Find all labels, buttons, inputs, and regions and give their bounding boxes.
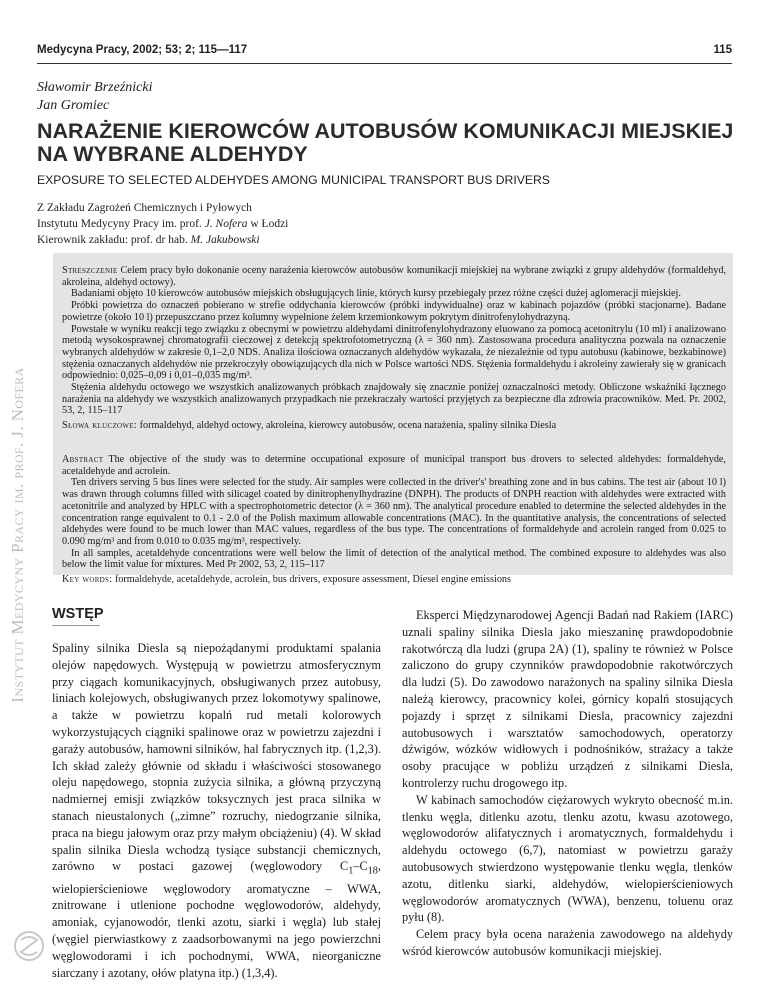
body-paragraph: Celem pracy była ocena narażenia zawodowego na aldehydy wśród kierowców autobusów komunikacji miejskiej. [402,927,733,958]
author-name: Sławomir Brzeźnicki [37,80,153,95]
journal-citation: Medycyna Pracy, 2002; 53; 2; 115—117 [37,44,248,56]
affiliation [37,200,288,248]
author-name: Jan Gromiec [37,98,110,113]
author-list [37,79,153,115]
english-title: EXPOSURE TO SELECTED ALDEHYDES AMONG MUNICIPAL TRANSPORT BUS DRIVERS [37,173,550,187]
title-line: NARAŻENIE KIEROWCÓW AUTOBUSÓW KOMUNIKACJI MIEJSKIEJ [37,119,734,143]
body-paragraph: Spaliny silnika Diesla są niepożądanymi produktami spalania olejów napędowych. Występują w powietrzu atmosferycznym przy ciągach komunikacyjnych, obsługiwanych przez autobusy, liniach kolejowych, obsługiwanych przez lokomotywy spalinowe, a także w powietrzu kopalń rud metali kolorowych wykorzystujących ciągniki spalinowe oraz w powietrzu zajezdni i garaży autobusów, hamowni silników, hal fabrycznych itp. (1,2,3). Ich skład zależy głównie od składu i właściwości stosowanego oleju napędowego, stopnia zużycia silnika, a główną przyczyną nadmiernej emisji związków toksycznych jest praca silnika w stanach nieustalonych („zimne” rozruchy, niedogrzanie silnika, praca na biegu jałowym oraz przy małym obciążeniu) (4). W skład spalin silnika Diesla wchodzą tysiące substancji chemicznych, zarówno w postaci gazowej (węglowodory $C_1-C_{18}$, wielopierścieniowe węglowodory aromatyczne – WWA, znitrowane i utlenione pochodne węglowodorów, aldehydy, amoniak, cyjanowodór, tlenki azotu, siarki i węgla) lub stałej (węgiel pierwiastkowy z zaadsorbowanymi na jego powierzchni węglowodorami i ich pochodnymi, WWA, nieorganiczne siarczany i azotany, ołów platyna itp.) (1,3,4). [52,641,381,980]
affiliation-line: Kierownik zakładu: prof. dr hab. M. Jakubowski [37,234,260,246]
body-column-right [402,607,733,960]
affiliation-line: Instytutu Medycyny Pracy im. prof. J. Nofera w Łodzi [37,218,289,230]
body-paragraph: Eksperci Międzynarodowej Agencji Badań nad Rakiem (IARC) uznali spaliny silnika Diesla jako mieszaninę prawdopodobnie rakotwórczą dla ludzi (grupa 2A) (1), spaliny te również w Polsce zaliczono do grupy czynników prawdopodobnie rakotwórczych dla ludzi (5). Do zawodowo narażonych na spaliny silnika Diesla należą kierowcy, pracownicy kolei, górnicy kopalń stosujących pojazdy i sprzęt z silnikami Diesla, pracownicy zajezdni autobusowych i warsztatów samochodowych, operatorzy dźwigów, wózków widłowych i podnośników, strażacy a także osoby pracujące w pobliżu urządzeń z silnikami Diesla, kontrolerzy ruchu drogowego itp. [402,608,733,790]
affiliation-line: Z Zakładu Zagrożeń Chemicznych i Pyłowych [37,202,252,214]
header-rule [37,63,732,64]
english-abstract: Abstract The objective of the study was to determine occupational exposure of municipal transport bus drovers to selected aldehydes: formaldehyde, acetaldehyde and acrolein. Ten drivers serving 5 bus lines were selected for the study. Air samples were collected in the driver's' breathing zone and in bus cabins. The test air (about 10 l) was drawn through columns filled with silicagel coated by dinitrophenylhydrazine (DNPH). The products of DNPH reaction with aldehydes were extracted with acetonitrile and analyzed by HPLC with a spectrophotometric detector (λ = 360 nm). The analytical procedure enabled to determine the selected aldehydes in the concentration range equivalent to 0.1 - 2.0 of the Polish maximum allowable concentrations (MAC). In the quantitative analysis, the concentrations of selected aldehydes were found to be much lower than MAC values, regardless of the bus type. The concentrations of formaldehyde and acrolein ranged from 0.025 to 0.090 mg/m³ and from 0.010 to 0.035 mg/m³, respectively. In all samples, acetaldehyde concentrations were well below the limit of detection of the analytical method. The combined exposure to aldehydes was also below the limit value for mixtures. Med Pr 2002, 53, 2, 115–117 Key words: formaldehyde, acetaldehyde, acrolein, bus drivers, exposure assessment, Diesel engine emissions [62,454,726,586]
body-paragraph: W kabinach samochodów ciężarowych wykryto obecność m.in. tlenku węgla, ditlenku azotu, tlenku azotu, kwasu azotowego, węglowodorów alifatycznych i aromatycznych, formaldehydu i aldehydu octowego (6,7), natomiast w powietrzu garaży autobusowych stwierdzono występowanie tlenku węgla, tlenków azotu, ditlenku siarki, aldehydów, wielopierścieniowych węglowodorów aromatycznych (WWA), benzenu, toluenu oraz pyłu (8). [402,792,733,925]
title-line: NA WYBRANE ALDEHYDY [37,142,308,166]
institute-logo-icon [13,920,45,977]
article-title [37,120,737,166]
abstract-heading: Abstract [62,454,104,465]
sidebar-text: Instytut Medycyny Pracy im. prof. J. Nofera [8,367,27,703]
section-heading: WSTĘP [52,606,104,622]
summary-heading: Streszczenie [62,265,118,276]
section-rule [52,625,100,626]
institute-sidebar [4,285,32,785]
polish-keywords: Słowa kluczowe: formaldehyd, aldehyd octowy, akroleina, kierowcy autobusów, ocena narażenia, spaliny silnika Diesla [62,420,557,432]
english-keywords: Key words: formaldehyde, acetaldehyde, acrolein, bus drivers, exposure assessment, Diesel engine emissions [62,574,511,586]
body-column-left [52,640,381,981]
page-number: 115 [713,44,732,56]
polish-summary: Streszczenie Celem pracy było dokonanie oceny narażenia kierowców autobusów komunikacji miejskiej na wybrane związki z grupy aldehydów (formaldehyd, akroleina, aldehyd octowy). Badaniami objęto 10 kierowców autobusów miejskich obsługujących linie, których kursy przebiegały przez różne części dużej aglomeracji miejskiej. Próbki powietrza do oznaczeń pobierano w strefie oddychania kierowców (próbki indywidualne) oraz w kabinach pojazdów (próbki stacjonarne). Badane powietrze (około 10 l) przepuszczano przez kolumny wypełnione żelem krzemionkowym pokrytym dinitrofenylohydrazyną. Powstałe w wyniku reakcji tego związku z obecnymi w powietrzu aldehydami dinitrofenylohydrazony eluowano za pomocą acetonitrylu (10 ml) i analizowano metodą wysokosprawnej chromatografii cieczowej z detekcją spektrofotometryczną (λ = 360 nm). Zastosowana procedura analityczna pozwala na oznaczenie wybranych aldehydów w zakresie 0,1–2,0 NDS. Analiza ilościowa oznaczanych aldehydów wykazała, że niezależnie od typu autobusu (kabinowe, bezkabinowe) stężenia oznaczanych aldehydów nie przekroczyły obowiązujących dla nich w Polsce wartości NDS. Stężenia formaldehydu i akroleiny zawierały się w granicach odpowiednio: 0,025–0,09 i 0,01–0,035 mg/m³. Stężenia aldehydu octowego we wszystkich analizowanych próbkach znajdowały się znacznie poniżej oznaczalności metody. Obliczone wskaźniki łącznego narażenia na aldehydy we wszystkich analizowanych przypadkach nie przekraczały wartości przyjętych za bezpieczne dla zdrowia pracowników. Med. Pr. 2002, 53, 2, 115–117 Słowa kluczowe: formaldehyd, aldehyd octowy, akroleina, kierowcy autobusów, ocena narażenia, spaliny silnika Diesla [62,265,727,432]
